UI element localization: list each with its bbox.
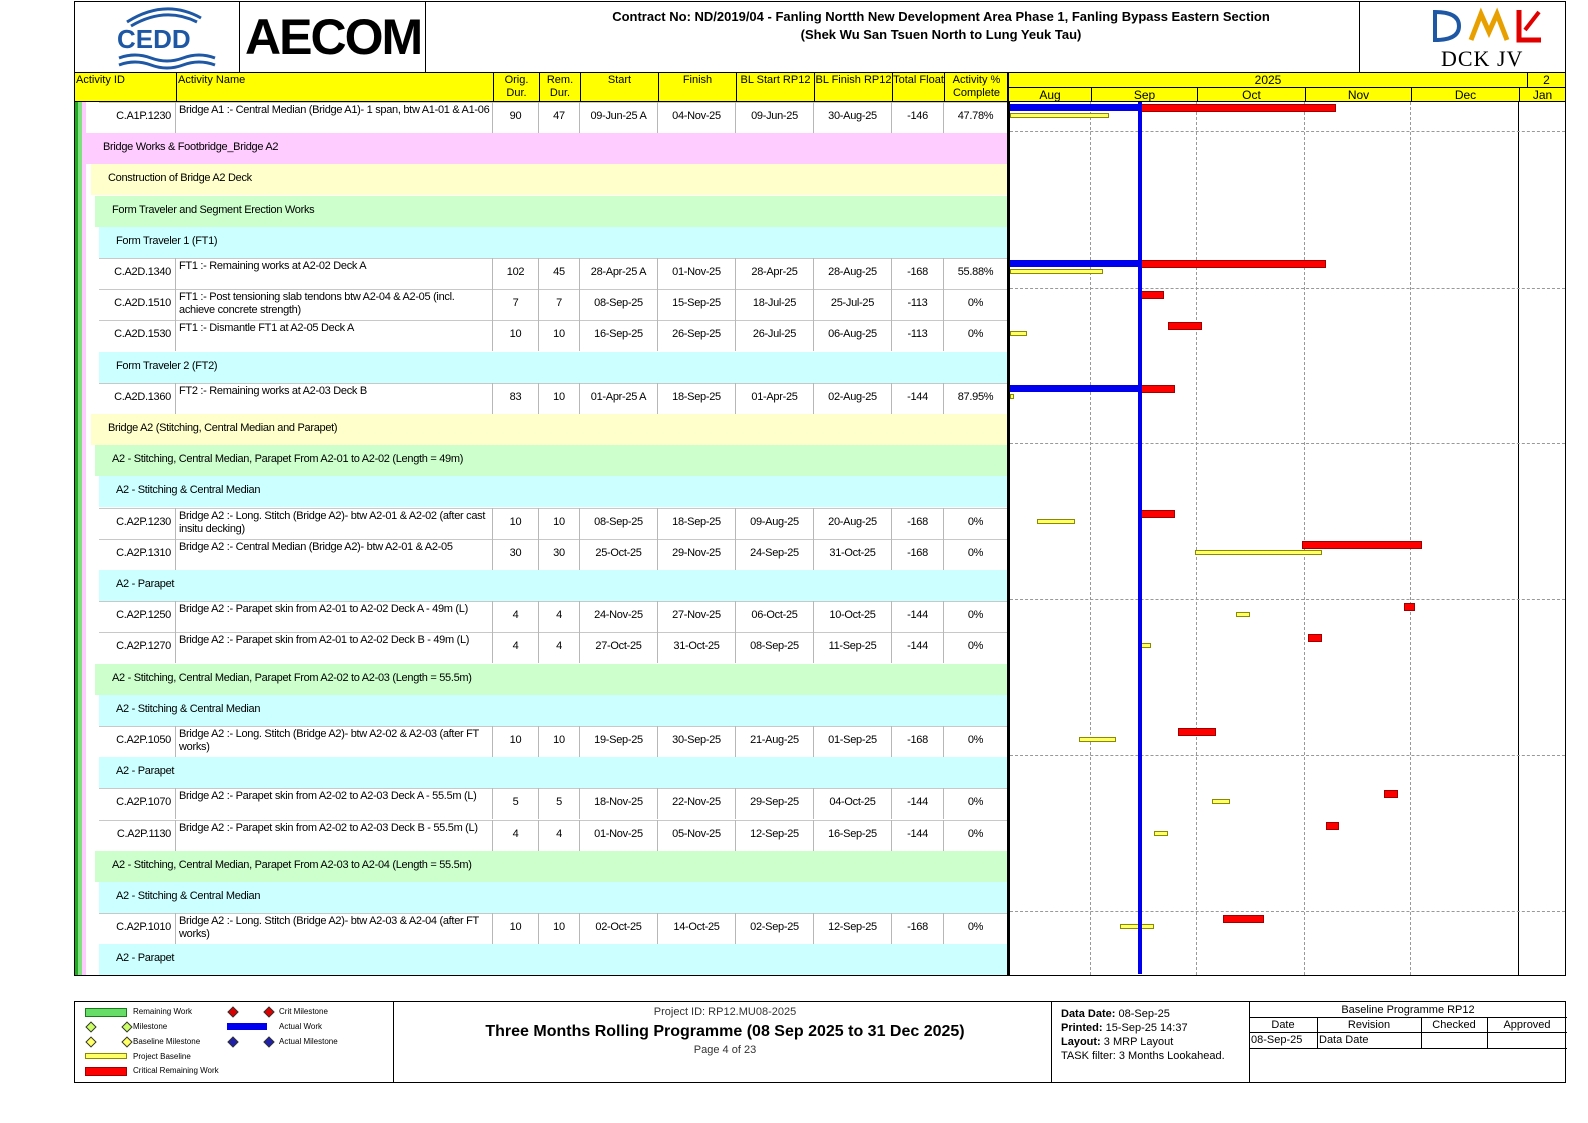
actual-milestone-icon [227, 1036, 238, 1047]
cell-name: FT1 :- Post tensioning slab tendons btw A2-04 & A2-05 (incl. achieve concrete strength) [175, 289, 492, 320]
cell-blf: 06-Aug-25 [813, 320, 891, 351]
cell-id: C.A2P.1050 [116, 734, 171, 746]
cell-orig: 10 [492, 508, 538, 539]
cell-pct: 0% [943, 788, 1007, 819]
cell-finish: 05-Nov-25 [657, 820, 735, 851]
cell-bls: 24-Sep-25 [735, 539, 813, 570]
col-bl-finish[interactable]: BL Finish RP12 [814, 73, 892, 102]
critical-work-bar [1140, 510, 1174, 518]
cell-finish: 18-Sep-25 [657, 508, 735, 539]
critical-work-bar [1326, 822, 1340, 830]
baseline-bar [1010, 394, 1014, 399]
cell-tf: -146 [891, 102, 943, 133]
cell-id: C.A2D.1340 [114, 266, 171, 278]
cell-rem: 5 [538, 788, 579, 819]
crit-milestone-icon [227, 1006, 238, 1017]
page-number: Page 4 of 23 [693, 1044, 757, 1056]
month-sep: Sep [1091, 88, 1197, 102]
cell-start: 24-Nov-25 [579, 601, 657, 632]
bl-col-approved: Approved [1503, 1019, 1551, 1031]
col-pct-complete[interactable]: Activity % Complete [944, 73, 1008, 102]
remaining-work-swatch [85, 1008, 127, 1017]
cell-orig: 7 [492, 289, 538, 320]
legend-actual-work: Actual Work [279, 1022, 322, 1031]
baseline-bar [1010, 113, 1109, 118]
cell-blf: 30-Aug-25 [813, 102, 891, 133]
bl-col-checked: Checked [1432, 1019, 1476, 1031]
critical-work-bar [1140, 104, 1336, 112]
cell-rem: 45 [538, 258, 579, 289]
layout-label: Layout: [1061, 1036, 1101, 1048]
cell-rem: 10 [538, 913, 579, 944]
cell-blf: 25-Jul-25 [813, 289, 891, 320]
cell-start: 18-Nov-25 [579, 788, 657, 819]
cell-blf: 04-Oct-25 [813, 788, 891, 819]
cell-orig: 30 [492, 539, 538, 570]
cell-rem: 10 [538, 726, 579, 757]
critical-work-bar [1140, 385, 1174, 393]
baseline-bar [1195, 550, 1322, 555]
cell-rem: 7 [538, 289, 579, 320]
cell-bls: 26-Jul-25 [735, 320, 813, 351]
cell-finish: 22-Nov-25 [657, 788, 735, 819]
critical-work-bar [1302, 541, 1422, 549]
cell-finish: 15-Sep-25 [657, 289, 735, 320]
cell-blf: 02-Aug-25 [813, 383, 891, 414]
col-activity-name[interactable]: Activity Name [176, 73, 493, 102]
cell-orig: 90 [492, 102, 538, 133]
crit-milestone-icon-2 [263, 1006, 274, 1017]
wbs-group-label: A2 - Parapet [116, 765, 175, 777]
timeline-next-year: 2 [1527, 73, 1565, 88]
bl-col-date: Date [1271, 1019, 1295, 1031]
actual-work-bar [1010, 385, 1140, 392]
cell-orig: 83 [492, 383, 538, 414]
cell-tf: -144 [891, 820, 943, 851]
cell-start: 01-Nov-25 [579, 820, 657, 851]
wbs-group-label: A2 - Stitching, Central Median, Parapet From A2-02 to A2-03 (Length = 55.5m) [112, 672, 472, 684]
baseline-bar [1120, 924, 1154, 929]
contract-title [427, 8, 1455, 44]
cell-blf: 11-Sep-25 [813, 632, 891, 663]
wbs-group-label: Form Traveler 2 (FT2) [116, 360, 218, 372]
cell-id: C.A2D.1530 [114, 328, 171, 340]
cell-bls: 02-Sep-25 [735, 913, 813, 944]
timeline-header [1008, 72, 1566, 102]
cell-start: 08-Sep-25 [579, 508, 657, 539]
cell-name: FT1 :- Remaining works at A2-02 Deck A [175, 258, 492, 289]
report-footer [74, 1001, 1566, 1083]
data-date-value: 08-Sep-25 [1118, 1008, 1170, 1020]
cell-start: 28-Apr-25 A [579, 258, 657, 289]
project-baseline-swatch [85, 1053, 127, 1059]
cell-bls: 21-Aug-25 [735, 726, 813, 757]
printed-value: 15-Sep-25 14:37 [1105, 1022, 1188, 1034]
cell-tf: -168 [891, 726, 943, 757]
cell-bls: 09-Aug-25 [735, 508, 813, 539]
cell-bls: 18-Jul-25 [735, 289, 813, 320]
critical-work-swatch [85, 1067, 127, 1076]
cell-orig: 4 [492, 632, 538, 663]
dck-jv-text: DCK JV [1441, 46, 1524, 71]
col-total-float[interactable]: Total Float [892, 73, 944, 102]
cell-pct: 0% [943, 508, 1007, 539]
col-orig-dur[interactable]: Orig. Dur. [493, 73, 539, 102]
col-finish[interactable]: Finish [658, 73, 736, 102]
cell-pct: 0% [943, 539, 1007, 570]
cell-start: 16-Sep-25 [579, 320, 657, 351]
actual-work-bar [1010, 104, 1140, 111]
critical-work-bar [1308, 634, 1322, 642]
wbs-group-label: Construction of Bridge A2 Deck [108, 172, 252, 184]
column-header-row [74, 72, 1008, 102]
project-id: Project ID: RP12.MU08-2025 [653, 1006, 797, 1018]
cell-rem: 30 [538, 539, 579, 570]
cell-pct: 0% [943, 820, 1007, 851]
cell-start: 09-Jun-25 A [579, 102, 657, 133]
report-title: Three Months Rolling Programme (08 Sep 2025 to 31 Dec 2025) [485, 1023, 965, 1040]
cell-finish: 29-Nov-25 [657, 539, 735, 570]
printed-label: Printed: [1061, 1022, 1103, 1034]
cell-tf: -168 [891, 913, 943, 944]
cedd-logo [105, 4, 225, 70]
wbs-group-label: A2 - Stitching & Central Median [116, 890, 261, 902]
cell-tf: -113 [891, 289, 943, 320]
cell-rem: 10 [538, 508, 579, 539]
cell-blf: 01-Sep-25 [813, 726, 891, 757]
wbs-group-label: A2 - Stitching & Central Median [116, 484, 261, 496]
wbs-group-label: Bridge Works & Footbridge_Bridge A2 [103, 141, 279, 153]
legend-crit-milestone: Crit Milestone [279, 1007, 328, 1016]
wbs-group-label: Form Traveler 1 (FT1) [116, 235, 218, 247]
baseline-title: Baseline Programme RP12 [1341, 1004, 1475, 1016]
col-rem-dur[interactable]: Rem. Dur. [539, 73, 580, 102]
cell-start: 02-Oct-25 [579, 913, 657, 944]
baseline-bar [1037, 519, 1075, 524]
month-oct: Oct [1197, 88, 1305, 102]
aecom-logo: AECOM [245, 9, 422, 65]
cell-pct: 87.95% [943, 383, 1007, 414]
month-dec: Dec [1411, 88, 1519, 102]
actual-work-swatch [227, 1023, 267, 1030]
cell-name: Bridge A2 :- Parapet skin from A2-02 to A2-03 Deck A - 55.5m (L) [175, 788, 492, 819]
dck-jv-logo [1415, 6, 1565, 70]
col-bl-start[interactable]: BL Start RP12 [736, 73, 814, 102]
cell-rem: 47 [538, 102, 579, 133]
cell-blf: 31-Oct-25 [813, 539, 891, 570]
legend-project-baseline: Project Baseline [133, 1052, 191, 1061]
cell-id: C.A2P.1070 [116, 796, 171, 808]
timeline-year: 2025 [1009, 73, 1527, 88]
cell-finish: 18-Sep-25 [657, 383, 735, 414]
cell-id: C.A2P.1270 [116, 640, 171, 652]
cell-blf: 12-Sep-25 [813, 913, 891, 944]
cell-name: FT2 :- Remaining works at A2-03 Deck B [175, 383, 492, 414]
actual-milestone-icon-2 [263, 1036, 274, 1047]
cell-orig: 4 [492, 601, 538, 632]
cell-finish: 31-Oct-25 [657, 632, 735, 663]
legend-critical-remaining-work: Critical Remaining Work [133, 1066, 219, 1075]
cell-tf: -144 [891, 632, 943, 663]
cell-id: C.A2P.1310 [116, 547, 171, 559]
critical-work-bar [1223, 915, 1264, 923]
cell-start: 25-Oct-25 [579, 539, 657, 570]
cell-id: C.A1P.1230 [116, 110, 171, 122]
cell-blf: 20-Aug-25 [813, 508, 891, 539]
cell-finish: 04-Nov-25 [657, 102, 735, 133]
gantt-chart [1008, 102, 1566, 976]
wbs-group-label: A2 - Stitching, Central Median, Parapet From A2-03 to A2-04 (Length = 55.5m) [112, 859, 472, 871]
month-aug: Aug [1039, 88, 1061, 102]
cell-start: 08-Sep-25 [579, 289, 657, 320]
cell-id: C.A2P.1230 [116, 516, 171, 528]
cell-pct: 0% [943, 320, 1007, 351]
wbs-group-label: A2 - Stitching & Central Median [116, 703, 261, 715]
cell-orig: 10 [492, 726, 538, 757]
cell-bls: 01-Apr-25 [735, 383, 813, 414]
cell-name: Bridge A2 :- Long. Stitch (Bridge A2)- btw A2-01 & A2-02 (after cast insitu decking) [175, 508, 492, 539]
cell-finish: 26-Sep-25 [657, 320, 735, 351]
cell-tf: -168 [891, 508, 943, 539]
critical-work-bar [1140, 291, 1164, 299]
cell-tf: -144 [891, 788, 943, 819]
baseline-bar [1010, 331, 1027, 336]
cell-rem: 4 [538, 820, 579, 851]
baseline-bar [1079, 737, 1117, 742]
cell-pct: 0% [943, 632, 1007, 663]
contract-line-2: (Shek Wu San Tsuen North to Lung Yeuk Tau) [800, 27, 1082, 42]
baseline-bar [1010, 269, 1103, 274]
cell-finish: 01-Nov-25 [657, 258, 735, 289]
print-info [1061, 1007, 1225, 1063]
critical-work-bar [1384, 790, 1398, 798]
month-jan: Jan [1519, 88, 1565, 102]
cell-finish: 27-Nov-25 [657, 601, 735, 632]
critical-work-bar [1140, 260, 1325, 268]
cell-start: 01-Apr-25 A [579, 383, 657, 414]
baseline-milestone-icon [85, 1036, 96, 1047]
cell-tf: -168 [891, 258, 943, 289]
cell-start: 27-Oct-25 [579, 632, 657, 663]
critical-work-bar [1178, 728, 1216, 736]
cell-finish: 14-Oct-25 [657, 913, 735, 944]
wbs-group-label: A2 - Parapet [116, 952, 175, 964]
cell-tf: -144 [891, 383, 943, 414]
cell-id: C.A2P.1130 [116, 828, 171, 840]
cell-start: 19-Sep-25 [579, 726, 657, 757]
legend-milestone: Milestone [133, 1022, 168, 1031]
cell-blf: 16-Sep-25 [813, 820, 891, 851]
legend-baseline-milestone: Baseline Milestone [133, 1037, 201, 1046]
bl-row-date: 08-Sep-25 [1251, 1034, 1303, 1046]
report-header [74, 1, 1566, 73]
cell-bls: 08-Sep-25 [735, 632, 813, 663]
cell-pct: 0% [943, 913, 1007, 944]
cell-name: Bridge A2 :- Long. Stitch (Bridge A2)- btw A2-03 & A2-04 (after FT works) [175, 913, 492, 944]
data-date-line [1138, 102, 1142, 974]
wbs-group-label: A2 - Parapet [116, 578, 175, 590]
bl-col-revision: Revision [1347, 1019, 1391, 1031]
data-date-label: Data Date: [1061, 1008, 1116, 1020]
cell-id: C.A2D.1510 [114, 297, 171, 309]
critical-work-bar [1168, 322, 1202, 330]
cell-orig: 10 [492, 320, 538, 351]
cell-rem: 4 [538, 632, 579, 663]
bl-row-revision: Data Date [1319, 1034, 1369, 1046]
cell-blf: 10-Oct-25 [813, 601, 891, 632]
milestone-icon [85, 1021, 96, 1032]
cell-rem: 10 [538, 320, 579, 351]
cell-pct: 0% [943, 601, 1007, 632]
cell-orig: 10 [492, 913, 538, 944]
col-activity-id[interactable]: Activity ID [76, 74, 125, 86]
cell-name: FT1 :- Dismantle FT1 at A2-05 Deck A [175, 320, 492, 351]
cell-id: C.A2D.1360 [114, 391, 171, 403]
cell-name: Bridge A1 :- Central Median (Bridge A1)- 1 span, btw A1-01 & A1-06 [175, 102, 492, 133]
milestone-icon-2 [121, 1021, 132, 1032]
cell-blf: 28-Aug-25 [813, 258, 891, 289]
cell-bls: 29-Sep-25 [735, 788, 813, 819]
cell-bls: 28-Apr-25 [735, 258, 813, 289]
wbs-group-label: A2 - Stitching, Central Median, Parapet From A2-01 to A2-02 (Length = 49m) [112, 453, 464, 465]
cell-name: Bridge A2 :- Parapet skin from A2-01 to A2-02 Deck A - 49m (L) [175, 601, 492, 632]
cell-bls: 12-Sep-25 [735, 820, 813, 851]
baseline-bar [1236, 612, 1250, 617]
task-filter: TASK filter: 3 Months Lookahead. [1061, 1050, 1225, 1062]
month-nov: Nov [1305, 88, 1411, 102]
cell-id: C.A2P.1250 [116, 609, 171, 621]
baseline-bar [1212, 799, 1229, 804]
legend-remaining-work: Remaining Work [133, 1007, 192, 1016]
cell-id: C.A2P.1010 [116, 921, 171, 933]
baseline-milestone-icon-2 [121, 1036, 132, 1047]
cell-name: Bridge A2 :- Central Median (Bridge A2)- btw A2-01 & A2-05 [175, 539, 492, 570]
cell-orig: 102 [492, 258, 538, 289]
contract-line-1: Contract No: ND/2019/04 - Fanling Nortth New Development Area Phase 1, Fanling Bypass Eastern Section [612, 9, 1270, 24]
critical-work-bar [1404, 603, 1414, 611]
cell-tf: -144 [891, 601, 943, 632]
cell-rem: 10 [538, 383, 579, 414]
cell-bls: 09-Jun-25 [735, 102, 813, 133]
wbs-group-label: Form Traveler and Segment Erection Works [112, 204, 315, 216]
cell-pct: 0% [943, 726, 1007, 757]
cell-pct: 55.88% [943, 258, 1007, 289]
cell-bls: 06-Oct-25 [735, 601, 813, 632]
cell-rem: 4 [538, 601, 579, 632]
cell-orig: 5 [492, 788, 538, 819]
col-start[interactable]: Start [580, 73, 658, 102]
baseline-bar [1154, 831, 1168, 836]
layout-value: 3 MRP Layout [1103, 1036, 1174, 1048]
legend-actual-milestone: Actual Milestone [279, 1037, 338, 1046]
actual-work-bar [1010, 260, 1140, 267]
cell-pct: 0% [943, 289, 1007, 320]
cell-name: Bridge A2 :- Parapet skin from A2-01 to A2-02 Deck B - 49m (L) [175, 632, 492, 663]
cell-tf: -168 [891, 539, 943, 570]
cell-name: Bridge A2 :- Long. Stitch (Bridge A2)- btw A2-02 & A2-03 (after FT works) [175, 726, 492, 757]
cell-pct: 47.78% [943, 102, 1007, 133]
wbs-group-label: Bridge A2 (Stitching, Central Median and Parapet) [108, 422, 338, 434]
cell-name: Bridge A2 :- Parapet skin from A2-02 to A2-03 Deck B - 55.5m (L) [175, 820, 492, 851]
table-frame [74, 102, 1008, 976]
cell-tf: -113 [891, 320, 943, 351]
cell-finish: 30-Sep-25 [657, 726, 735, 757]
cell-orig: 4 [492, 820, 538, 851]
cedd-logo-text: CEDD [117, 24, 191, 54]
